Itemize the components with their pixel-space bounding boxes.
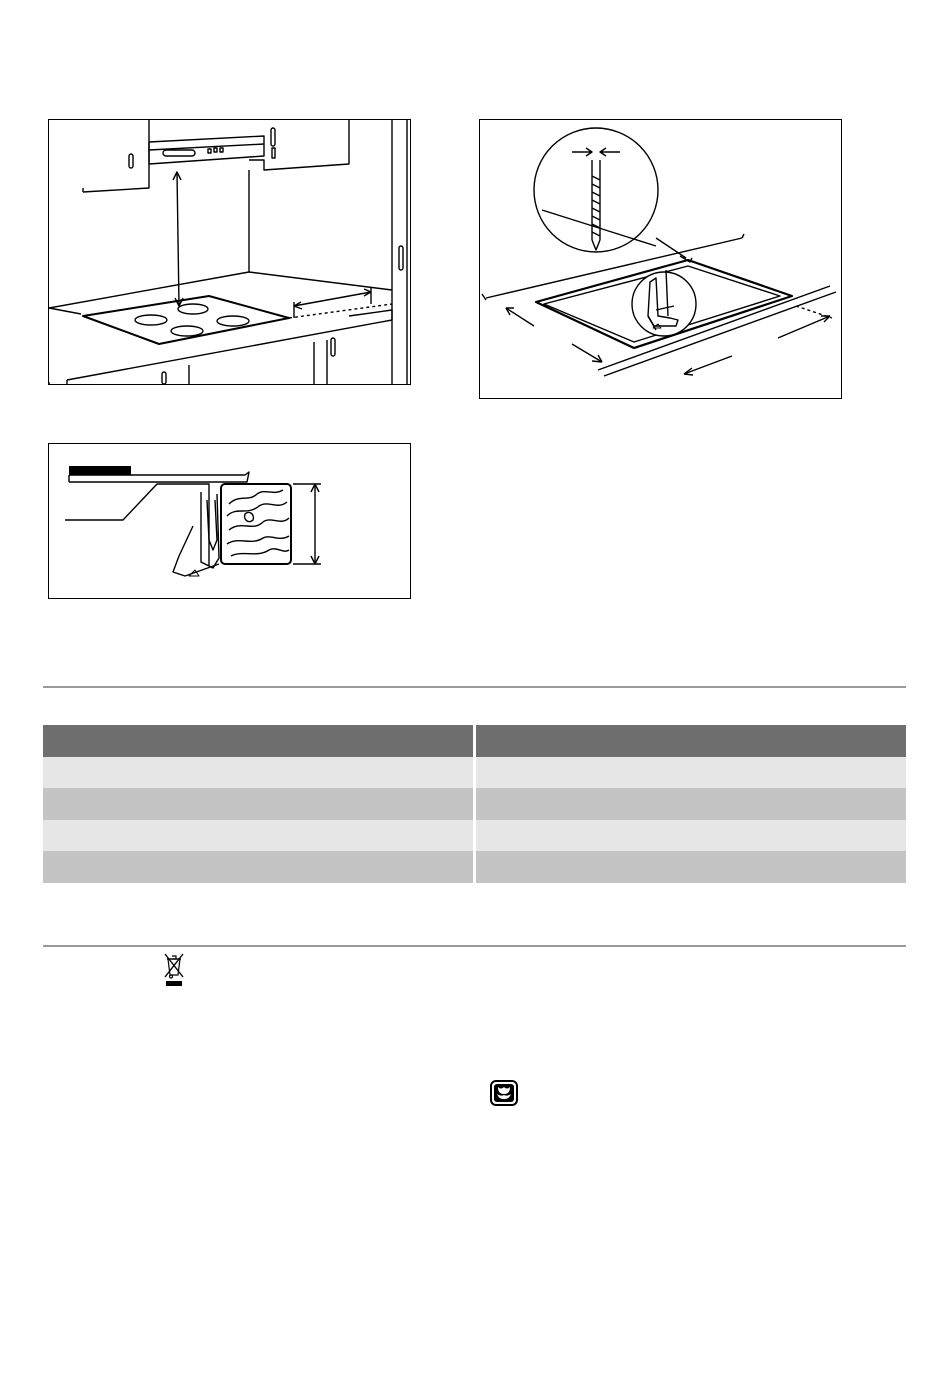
section-divider [43,945,906,947]
table-row [43,851,906,883]
spec-cell [476,851,906,883]
worktop-section-drawing [49,444,410,598]
table-row [43,788,906,820]
spec-cell [43,820,473,852]
spec-cell [476,757,906,789]
crossed-out-wheelie-bin-icon [163,951,185,987]
spec-cell [476,788,906,820]
spec-cell [43,851,473,883]
spec-table [43,725,906,883]
cutout-drawing [480,120,841,398]
spec-cell [43,757,473,789]
cutout-figure [479,119,842,399]
spec-header-cell [43,725,473,757]
spec-cell [476,820,906,852]
table-row [43,757,906,789]
hood-clearance-drawing [49,120,410,384]
section-divider [43,686,906,688]
spec-cell [43,788,473,820]
environment-flower-icon [489,1079,519,1107]
spec-header-cell [476,725,906,757]
spec-table-header [43,725,906,757]
hood-clearance-figure [48,119,411,385]
worktop-section-figure [48,443,411,599]
table-row [43,820,906,852]
